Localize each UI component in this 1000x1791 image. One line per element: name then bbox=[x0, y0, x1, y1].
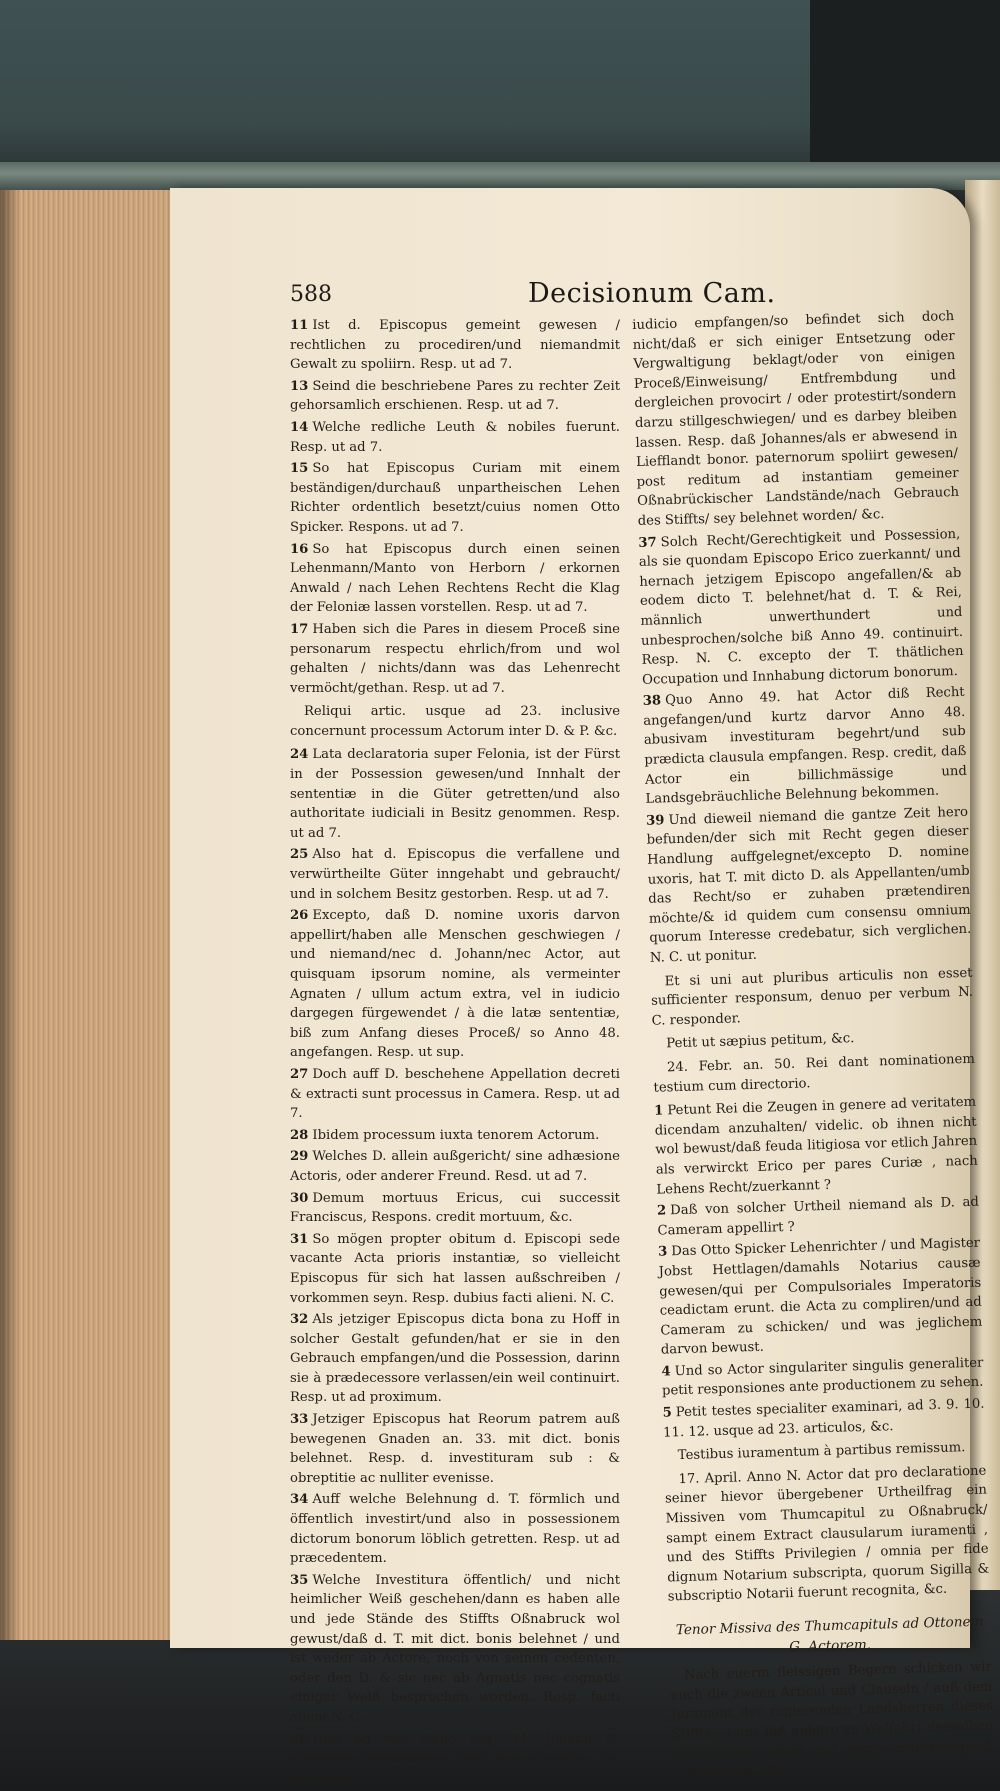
article-entry: 31 So mögen propter obitum d. Episcopi sede vacante Acta prioris instantiæ, so vielleicht Episcopus für sich hat lassen außschreiben / vorkommen seyn. Resp. dubius facti alieni. N. C. bbox=[290, 1231, 620, 1306]
paragraph: 17. April. Anno N. Actor dat pro declaratione seiner hievor übergebener Urtheilfrag ein Missiven vom Thumcapitul zu Oßnabruck/ sampt einem Extract clausularum iuramenti , und des Stiffts Privilegien / omnia per fide dignum Notarium subscripta, quorum Sigilla & subscriptio Notarii fuerunt recognita, &c. bbox=[664, 1463, 990, 1605]
article-entry: 24 Lata declaratoria super Felonia, ist der Fürst in der Possession gewesen/und Innhalt der sententiæ in die Güter getretten/und also authoritate iudiciali in Besitz genommen. Resp. ut ad 7. bbox=[290, 747, 620, 841]
article-entry: 11 Ist d. Episcopus gemeint gewesen / rechtlichen zu procediren/und niemandmit Gewalt zu spoliirn. Resp. ut ad 7. bbox=[290, 318, 620, 373]
witness-article: 3 Das Otto Spicker Lehenrichter / und Magister Jobst Hettlagen/damahls Notarius causæ gewesen/qui per Compulsoriales Imperatoris ceadictam erunt. die Acta zu compliren/und ad Cameram zu schicken/ und was jeglichem darvon bewust. bbox=[657, 1235, 983, 1358]
article-entry: 17 Haben sich die Pares in diesem Proceß sine personarum respectu ehrlich/from und wol gehalten / nichts/dann was das Lehenrecht vermöcht/gethan. Resp. ut ad 7. bbox=[290, 621, 620, 696]
witness-article: 5 Petit testes specialiter examinari, ad 3. 9. 10. 11. 12. usque ad 23. articulos, &c. bbox=[662, 1396, 985, 1441]
article-entry: 13 Seind die beschriebene Pares zu rechter Zeit gehorsamlich erschienen. Resp. ut ad 7. bbox=[290, 378, 620, 414]
article-entry: 27 Doch auff D. beschehene Appellation decreti & extracti sunt processus in Camera. Resp. ut ad 7. bbox=[290, 1066, 620, 1122]
book-cover-edge bbox=[0, 162, 1000, 190]
paragraph: Petit ut sæpius petitum, &c. bbox=[666, 1031, 855, 1052]
date-line: 24. Febr. an. 50. Rei dant nominationem testium cum directorio. bbox=[653, 1051, 976, 1096]
article-entry: 35 Welche Investitura öffentlich/ und nicht heimlicher Weiß geschehen/dann es haben alle und jede Stände des Stiffts Oßnabruck wol gewust/daß d. T. mit dict. bonis belehnet / und ist weder ab Actore, noch von seinen cedenten, oder den D. & sic nec ab Agnatis nec cognatis einiger Weiß besprochen worden. Resp. facti alieni N. C. bbox=[290, 1572, 620, 1725]
article-entry: 37 Solch Recht/Gerechtigkeit und Possession, als sie quondam Episcopo Erico zuerkannt/ und hernach jetzigem Episcopo angefallen/& ab eodem dicto T. belehnet/hat d. T. & Rei, männlich unwerthundert und unbesprochen/solche biß Anno 49. continuirt. Resp. N. C. excepto der T. thätlichen Occupation und Innhabung dictorum bonorum. bbox=[638, 526, 964, 688]
article-entry: 33 Jetziger Episcopus hat Reorum patrem auß bewegenen Gnaden an. 33. mit dict. bonis belehnet. Resp. d. investituram sub : & obreptitie ac nulliter evenisse. bbox=[290, 1412, 620, 1486]
article-entry: 34 Auff welche Belehnung d. T. förmlich und öffentlich investirt/und also in possessionem dictorum bonorum löblich getretten. Resp. ut ad præcedentem. bbox=[290, 1492, 620, 1567]
witness-article: 2 Daß von solcher Urtheil niemand als D. ad Cameram appellirt ? bbox=[656, 1194, 980, 1239]
article-entry: 39 Und dieweil niemand die gantze Zeit hero befunden/der sich mit Recht gegen dieser Handlung auffgelegnet/excepto D. nomine uxoris, hat T. mit dicto D. als Appellanten/umb das Recht/so er zuhaben prætendiren möchte/& id quidem cum consensu omnium quorum Interesse credebatur, sich verglichen. N. C. ut ponitur. bbox=[645, 804, 972, 966]
article-entry: 36 Und ob wol Anno seq. 34. Johann G. abusivam investituram, doch cum clausula, &c. sine præ- bbox=[290, 1731, 620, 1786]
witness-article: 4 Und so Actor singulariter singulis generaliter petit responsiones ante productionem zu sehen. bbox=[661, 1355, 984, 1400]
paragraph: Et si uni aut pluribus articulis non esset sufficienter responsum, denuo per verbum N. C. responder. bbox=[650, 965, 974, 1029]
letter-text: Nach euerm fleissigen Begern schicken wir euch die zween Articul und Clauseln / auß dem Jurament der regierenden Landsherren dieses Stiffts/so uns biß anhero zu Wolfahrt desselben Unterthanen gelobt und geschworn/belangend, in sonderheit die bbox=[670, 1659, 995, 1782]
article-entry: 29 Welches D. allein außgericht/ sine adhæsione Actoris, oder anderer Freund. Resd. ut ad 7. bbox=[290, 1149, 620, 1184]
article-entry: 32 Als jetziger Episcopus dicta bona zu Hoff in solcher Gestalt gefunden/hat er sie in den Gebrauch empfangen/und die Possession, darinn sie à prædecessore verlassen/ein weil continuirt. Resp. ut ad proximum. bbox=[290, 1312, 620, 1406]
continuation-text: iudicio empfangen/so befindet sich doch nicht/daß er sich einiger Entsetzung oder Vergwaltigung beklagt/oder von einigen Proceß/Einweisung/ Entfrembdung und dergleichen provocirt / oder protestirt/sondern darzu stillgeschwiegen/ und es darbey bleiben lassen. Resp. daß Johannes/als er abwesend in Liefflandt bonor. paternorum spoliirt gewesen/ post reditum ad instantiam gemeiner Oßnabrückischer Landstände/nach Gebrauch des Stiffts/ sey belehnet worden/ &c. bbox=[632, 309, 960, 529]
section-heading: Tenor Missiva des Thumcapituls ad Ottonem G. Actorem. bbox=[675, 1613, 984, 1655]
left-column bbox=[290, 316, 620, 1790]
article-note: Reliqui artic. usque ad 23. inclusive concernunt processum Actorum inter D. & P. &c. bbox=[290, 704, 620, 739]
article-entry: 38 Quo Anno 49. hat Actor diß Recht angefangen/und kurtz darvor Anno 48. abusivam investituram begehrt/und sub prædicta clausula empfangen. Resp. credit, daß Actor ein billichmässige und Landsgebräuchliche Belehnung bekommen. bbox=[642, 685, 968, 808]
article-entry: 26 Excepto, daß D. nomine uxoris darvon appellirt/haben alle Menschen geschwiegen / und niemand/nec d. Johann/nec Actor, aut quisquam ipsorum nomine, als vermeinter Agnaten / ullum actum extra, vel in iudicio dargegen fürgewendet / à die latæ sententiæ, biß zum Anfang dieses Proceß/ so Anno 48. angefangen. Resp. ut sup. bbox=[290, 908, 620, 1061]
right-column bbox=[632, 307, 995, 1788]
article-entry: 14 Welche redliche Leuth & nobiles fuerunt. Resp. ut ad 7. bbox=[290, 419, 620, 455]
article-entry: 25 Also hat d. Episcopus die verfallene und verwürtheilte Güter inngehabt und gebraucht/ und in solchem Besitz gestorben. Resp. ut ad 7. bbox=[290, 847, 620, 902]
fore-edge-shadow bbox=[0, 190, 20, 1640]
article-entry: 15 So hat Episcopus Curiam mit einem beständigen/durchauß unpartheischen Lehen Richter ordentlich besetzt/cuius nomen Otto Spicker. Respons. ut ad 7. bbox=[290, 461, 620, 535]
running-title: Decisionum Cam. bbox=[528, 278, 776, 309]
witness-article: 1 Petunt Rei die Zeugen in genere ad veritatem dicendam anzuhalten/ videlic. ob ihnen nicht wol bewust/daß feuda litigiosa vor etlich Jahren als verwirckt Erico per pares Curiæ , nach Lehens Recht/zuerkannt ? bbox=[654, 1094, 978, 1198]
article-entry: 16 So hat Episcopus durch einen seinen Lehenmann/Manto von Herborn / erkornen Anwald / nach Lehen Rechtens Recht die Klag der Feloniæ lassen vorstellen. Resp. ut ad 7. bbox=[290, 541, 620, 616]
book-fore-edge bbox=[0, 190, 172, 1640]
paragraph: Testibus iuramentum à partibus remissum. bbox=[677, 1440, 966, 1464]
page-number: 588 bbox=[290, 282, 332, 307]
article-entry: 28 Ibidem processum iuxta tenorem Actorum. bbox=[290, 1127, 600, 1143]
article-entry: 30 Demum mortuus Ericus, cui successit Franciscus, Respons. credit mortuum, &c. bbox=[290, 1190, 620, 1226]
